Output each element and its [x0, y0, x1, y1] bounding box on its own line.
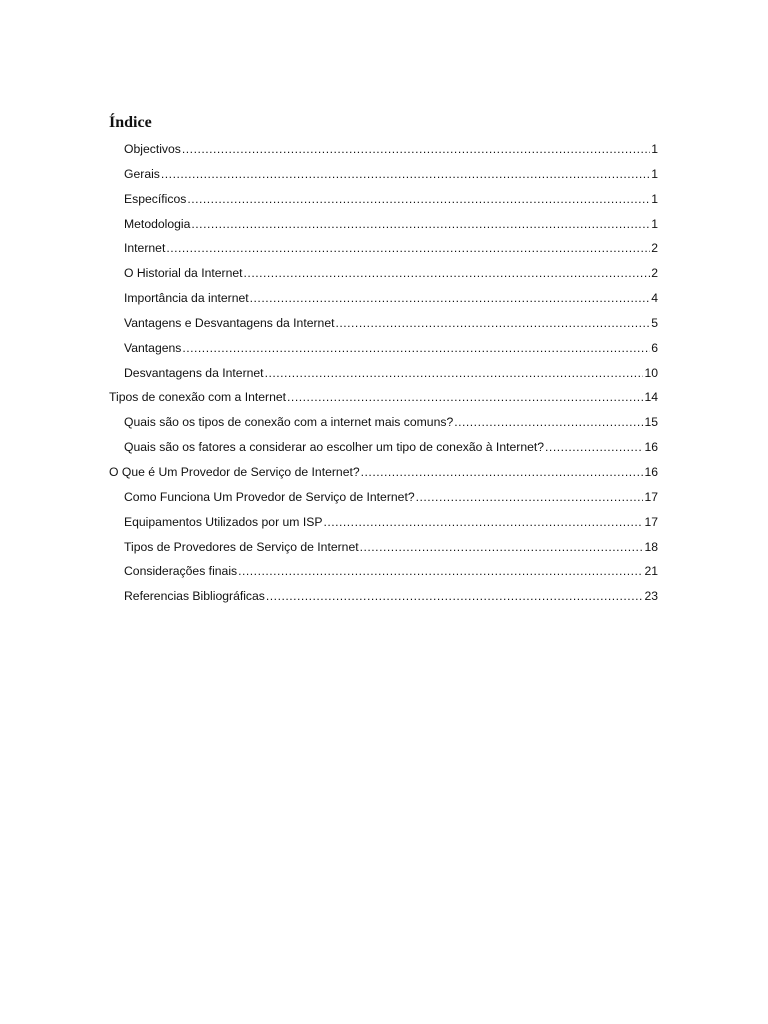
- toc-entry-label: Vantagens: [124, 340, 182, 355]
- toc-dot-leader: [187, 189, 650, 209]
- toc-entry-page-number: 16: [644, 440, 658, 455]
- toc-entry[interactable]: [109, 512, 658, 537]
- toc-entry[interactable]: [109, 238, 658, 263]
- toc-entry-page-number: 17: [644, 514, 658, 529]
- toc-entry-label: O Historial da Internet: [124, 266, 243, 281]
- toc-entry-page-number: 2: [651, 266, 658, 281]
- toc-entry-page-number: 4: [651, 291, 658, 306]
- toc-dot-leader: [336, 313, 651, 333]
- toc-dot-leader: [454, 412, 643, 432]
- toc-entry[interactable]: [109, 263, 658, 288]
- toc-entry[interactable]: [109, 164, 658, 189]
- toc-dot-leader: [182, 139, 650, 159]
- toc-entry-label: Quais são os fatores a considerar ao escolher um tipo de conexão à Internet?: [124, 440, 545, 455]
- toc-entry[interactable]: [109, 462, 658, 487]
- toc-entry-label: Desvantagens da Internet: [124, 365, 264, 380]
- toc-entry-label: O Que é Um Provedor de Serviço de Internet?: [109, 464, 360, 479]
- toc-entry-page-number: 21: [644, 564, 658, 579]
- toc-entry[interactable]: [109, 363, 658, 388]
- toc-entry-page-number: 16: [644, 464, 658, 479]
- toc-entry[interactable]: [109, 437, 658, 462]
- toc-dot-leader: [166, 238, 650, 258]
- toc-entry-label: Metodologia: [124, 216, 191, 231]
- toc-entry-label: Tipos de conexão com a Internet: [109, 390, 287, 405]
- toc-entry-page-number: 23: [644, 589, 658, 604]
- toc-entry[interactable]: [109, 537, 658, 562]
- toc-dot-leader: [360, 537, 644, 557]
- toc-entry-label: Como Funciona Um Provedor de Serviço de Internet?: [124, 489, 415, 504]
- toc-entry-label: Referencias Bibliográficas: [124, 589, 265, 604]
- toc-entry[interactable]: [109, 338, 658, 363]
- toc-entry[interactable]: [109, 214, 658, 239]
- toc-entry-label: Considerações finais: [124, 564, 238, 579]
- toc-entry-page-number: 10: [644, 365, 658, 380]
- toc-entry-label: Vantagens e Desvantagens da Internet: [124, 315, 335, 330]
- toc-entry-label: Objectivos: [124, 142, 181, 156]
- toc-entry-label: Internet: [124, 241, 166, 256]
- toc-dot-leader: [361, 462, 644, 482]
- toc-entry-label: Quais são os tipos de conexão com a internet mais comuns?: [124, 415, 454, 430]
- toc-entry[interactable]: [109, 313, 658, 338]
- toc-entry[interactable]: [109, 189, 658, 214]
- table-of-contents: [109, 139, 658, 611]
- toc-entry[interactable]: [109, 387, 658, 412]
- toc-dot-leader: [287, 387, 643, 407]
- toc-entry-page-number: 5: [651, 315, 658, 330]
- toc-title: Índice: [109, 114, 152, 131]
- toc-entry-label: Tipos de Provedores de Serviço de Internet: [124, 539, 359, 554]
- toc-dot-leader: [244, 263, 651, 283]
- toc-dot-leader: [323, 512, 643, 532]
- toc-entry-page-number: 1: [651, 191, 658, 206]
- toc-entry[interactable]: [109, 288, 658, 313]
- toc-entry[interactable]: [109, 487, 658, 512]
- toc-entry-page-number: 17: [644, 489, 658, 504]
- toc-entry-label: Importância da internet: [124, 291, 249, 306]
- toc-entry-page-number: 15: [644, 415, 658, 430]
- toc-dot-leader: [250, 288, 651, 308]
- toc-entry-label: Gerais: [124, 166, 160, 181]
- toc-entry-page-number: 14: [644, 390, 658, 405]
- toc-entry-page-number: 6: [651, 340, 658, 355]
- toc-entry-page-number: 1: [651, 216, 658, 231]
- toc-dot-leader: [191, 214, 650, 234]
- toc-dot-leader: [266, 586, 644, 606]
- toc-entry-page-number: 18: [644, 539, 658, 554]
- toc-entry[interactable]: [109, 586, 658, 611]
- toc-dot-leader: [238, 561, 643, 581]
- toc-entry-page-number: 2: [651, 241, 658, 256]
- toc-dot-leader: [416, 487, 644, 507]
- toc-entry-label: Específicos: [124, 191, 187, 206]
- toc-entry[interactable]: [109, 561, 658, 586]
- toc-entry-label: Equipamentos Utilizados por um ISP: [124, 514, 323, 529]
- toc-entry-page-number: 1: [651, 142, 658, 156]
- toc-dot-leader: [265, 363, 644, 383]
- toc-dot-leader: [182, 338, 650, 358]
- toc-entry[interactable]: [109, 412, 658, 437]
- toc-dot-leader: [161, 164, 650, 184]
- toc-entry-page-number: 1: [651, 166, 658, 181]
- toc-dot-leader: [545, 437, 643, 457]
- toc-entry[interactable]: [109, 139, 658, 164]
